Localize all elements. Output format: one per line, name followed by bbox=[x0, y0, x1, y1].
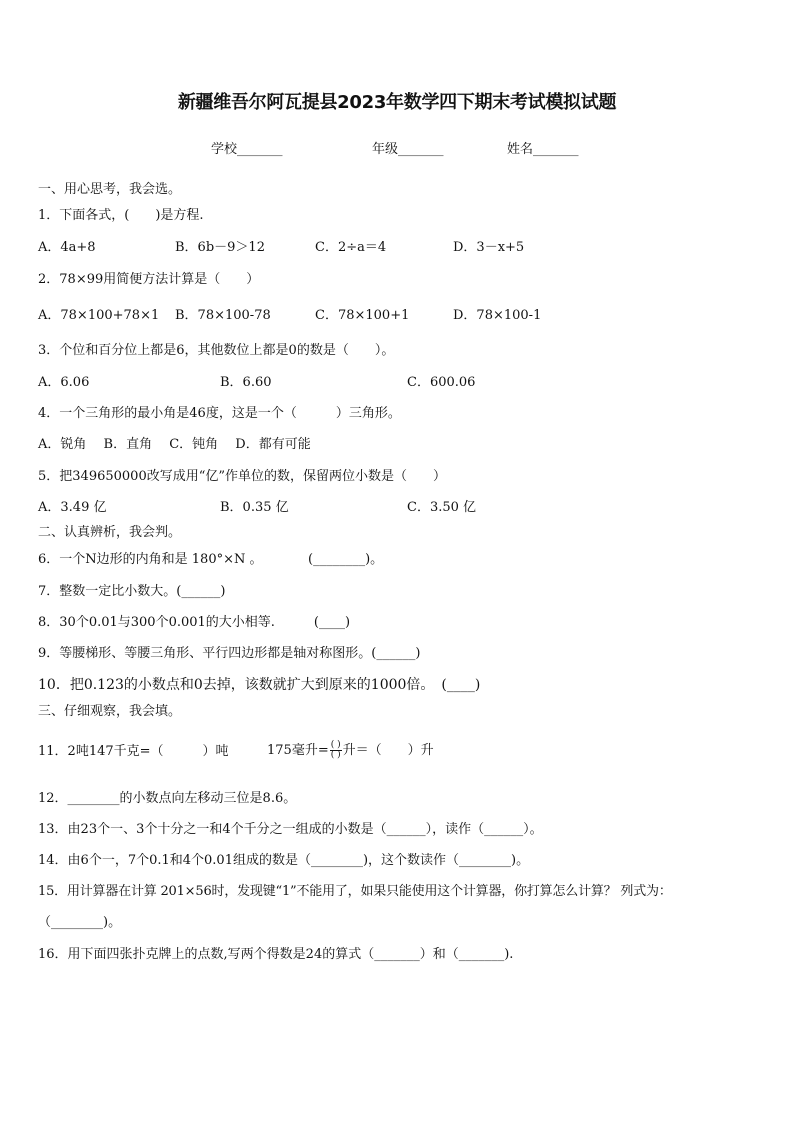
question-3-option-c: C．600.06 bbox=[407, 375, 476, 390]
question-4-stem: 4．一个三角形的最小角是46度，这是一个（ ）三角形。 bbox=[38, 406, 401, 421]
grade-field: 年级_______ bbox=[372, 142, 444, 157]
question-13: 13．由23个一、3个十分之一和4个千分之一组成的小数是（______），读作（______）。 bbox=[38, 822, 543, 837]
fraction-numerator-blank: ( ) bbox=[330, 740, 341, 750]
section-heading-judge: 二、认真辨析，我会判。 bbox=[38, 525, 182, 540]
page-title: 新疆维吾尔阿瓦提县2023年数学四下期末考试模拟试题 bbox=[177, 92, 617, 113]
question-5-option-c: C．3.50 亿 bbox=[407, 500, 477, 515]
question-15-line-2: （________)。 bbox=[38, 915, 122, 930]
question-10: 10．把0.123的小数点和0去掉，该数就扩大到原来的1000倍。 (____) bbox=[38, 677, 481, 693]
question-5-stem: 5．把349650000改写成用“亿”作单位的数，保留两位小数是（ ） bbox=[38, 469, 447, 484]
question-5-option-b: B．0.35 亿 bbox=[220, 500, 289, 515]
question-12: 12．________的小数点向左移动三位是8.6。 bbox=[38, 791, 297, 806]
question-1-option-a: A．4a+8 bbox=[38, 240, 96, 255]
question-11-part-2-prefix: 175毫升= bbox=[267, 743, 329, 758]
question-1-option-c: C．2÷a＝4 bbox=[315, 240, 387, 255]
question-5-option-a: A．3.49 亿 bbox=[38, 500, 107, 515]
question-2-option-a: A．78×100+78×1 bbox=[38, 308, 160, 323]
question-1-stem: 1．下面各式，( )是方程. bbox=[38, 208, 204, 223]
question-3-stem: 3．个位和百分位上都是6，其他数位上都是0的数是（ ）。 bbox=[38, 343, 395, 358]
question-4-options: A．锐角 B．直角 C．钝角 D．都有可能 bbox=[38, 437, 311, 452]
question-11-part-1: 11．2吨147千克=（ ）吨 bbox=[38, 744, 229, 759]
fraction-denominator-blank: ( ) bbox=[330, 750, 341, 760]
question-9: 9．等腰梯形、等腰三角形、平行四边形都是轴对称图形。(______) bbox=[38, 646, 421, 661]
question-14: 14．由6个一，7个0.1和4个0.01组成的数是（________)，这个数读作（________)。 bbox=[38, 853, 530, 868]
fraction-blank bbox=[330, 741, 342, 760]
question-1-option-b: B．6b－9＞12 bbox=[175, 240, 265, 255]
question-1-option-d: D．3－x+5 bbox=[453, 240, 525, 255]
school-field: 学校_______ bbox=[211, 142, 283, 157]
question-2-option-c: C．78×100+1 bbox=[315, 308, 410, 323]
question-2-option-b: B．78×100-78 bbox=[175, 308, 271, 323]
question-2-option-d: D．78×100-1 bbox=[453, 308, 542, 323]
question-15-line-1: 15．用计算器在计算 201×56时，发现键“1”不能用了，如果只能使用这个计算器，你打算怎么计算？ 列式为： bbox=[38, 884, 672, 899]
section-heading-fill: 三、仔细观察，我会填。 bbox=[38, 704, 182, 719]
question-11-part-2-suffix: 升＝（ ）升 bbox=[342, 743, 434, 758]
question-2-stem: 2．78×99用简便方法计算是（ ） bbox=[38, 272, 260, 287]
question-8: 8．30个0.01与300个0.001的大小相等. (____) bbox=[38, 615, 351, 630]
question-6: 6．一个N边形的内角和是 180°×N 。 (________)。 bbox=[38, 552, 384, 567]
section-heading-choice: 一、用心思考，我会选。 bbox=[38, 182, 182, 197]
name-field: 姓名_______ bbox=[507, 142, 579, 157]
question-11-part-2 bbox=[267, 740, 434, 762]
question-3-option-b: B．6.60 bbox=[220, 375, 272, 390]
question-7: 7．整数一定比小数大。(______) bbox=[38, 584, 226, 599]
question-16: 16．用下面四张扑克牌上的点数,写两个得数是24的算式（_______）和（_______). bbox=[38, 947, 514, 962]
question-3-option-a: A．6.06 bbox=[38, 375, 90, 390]
